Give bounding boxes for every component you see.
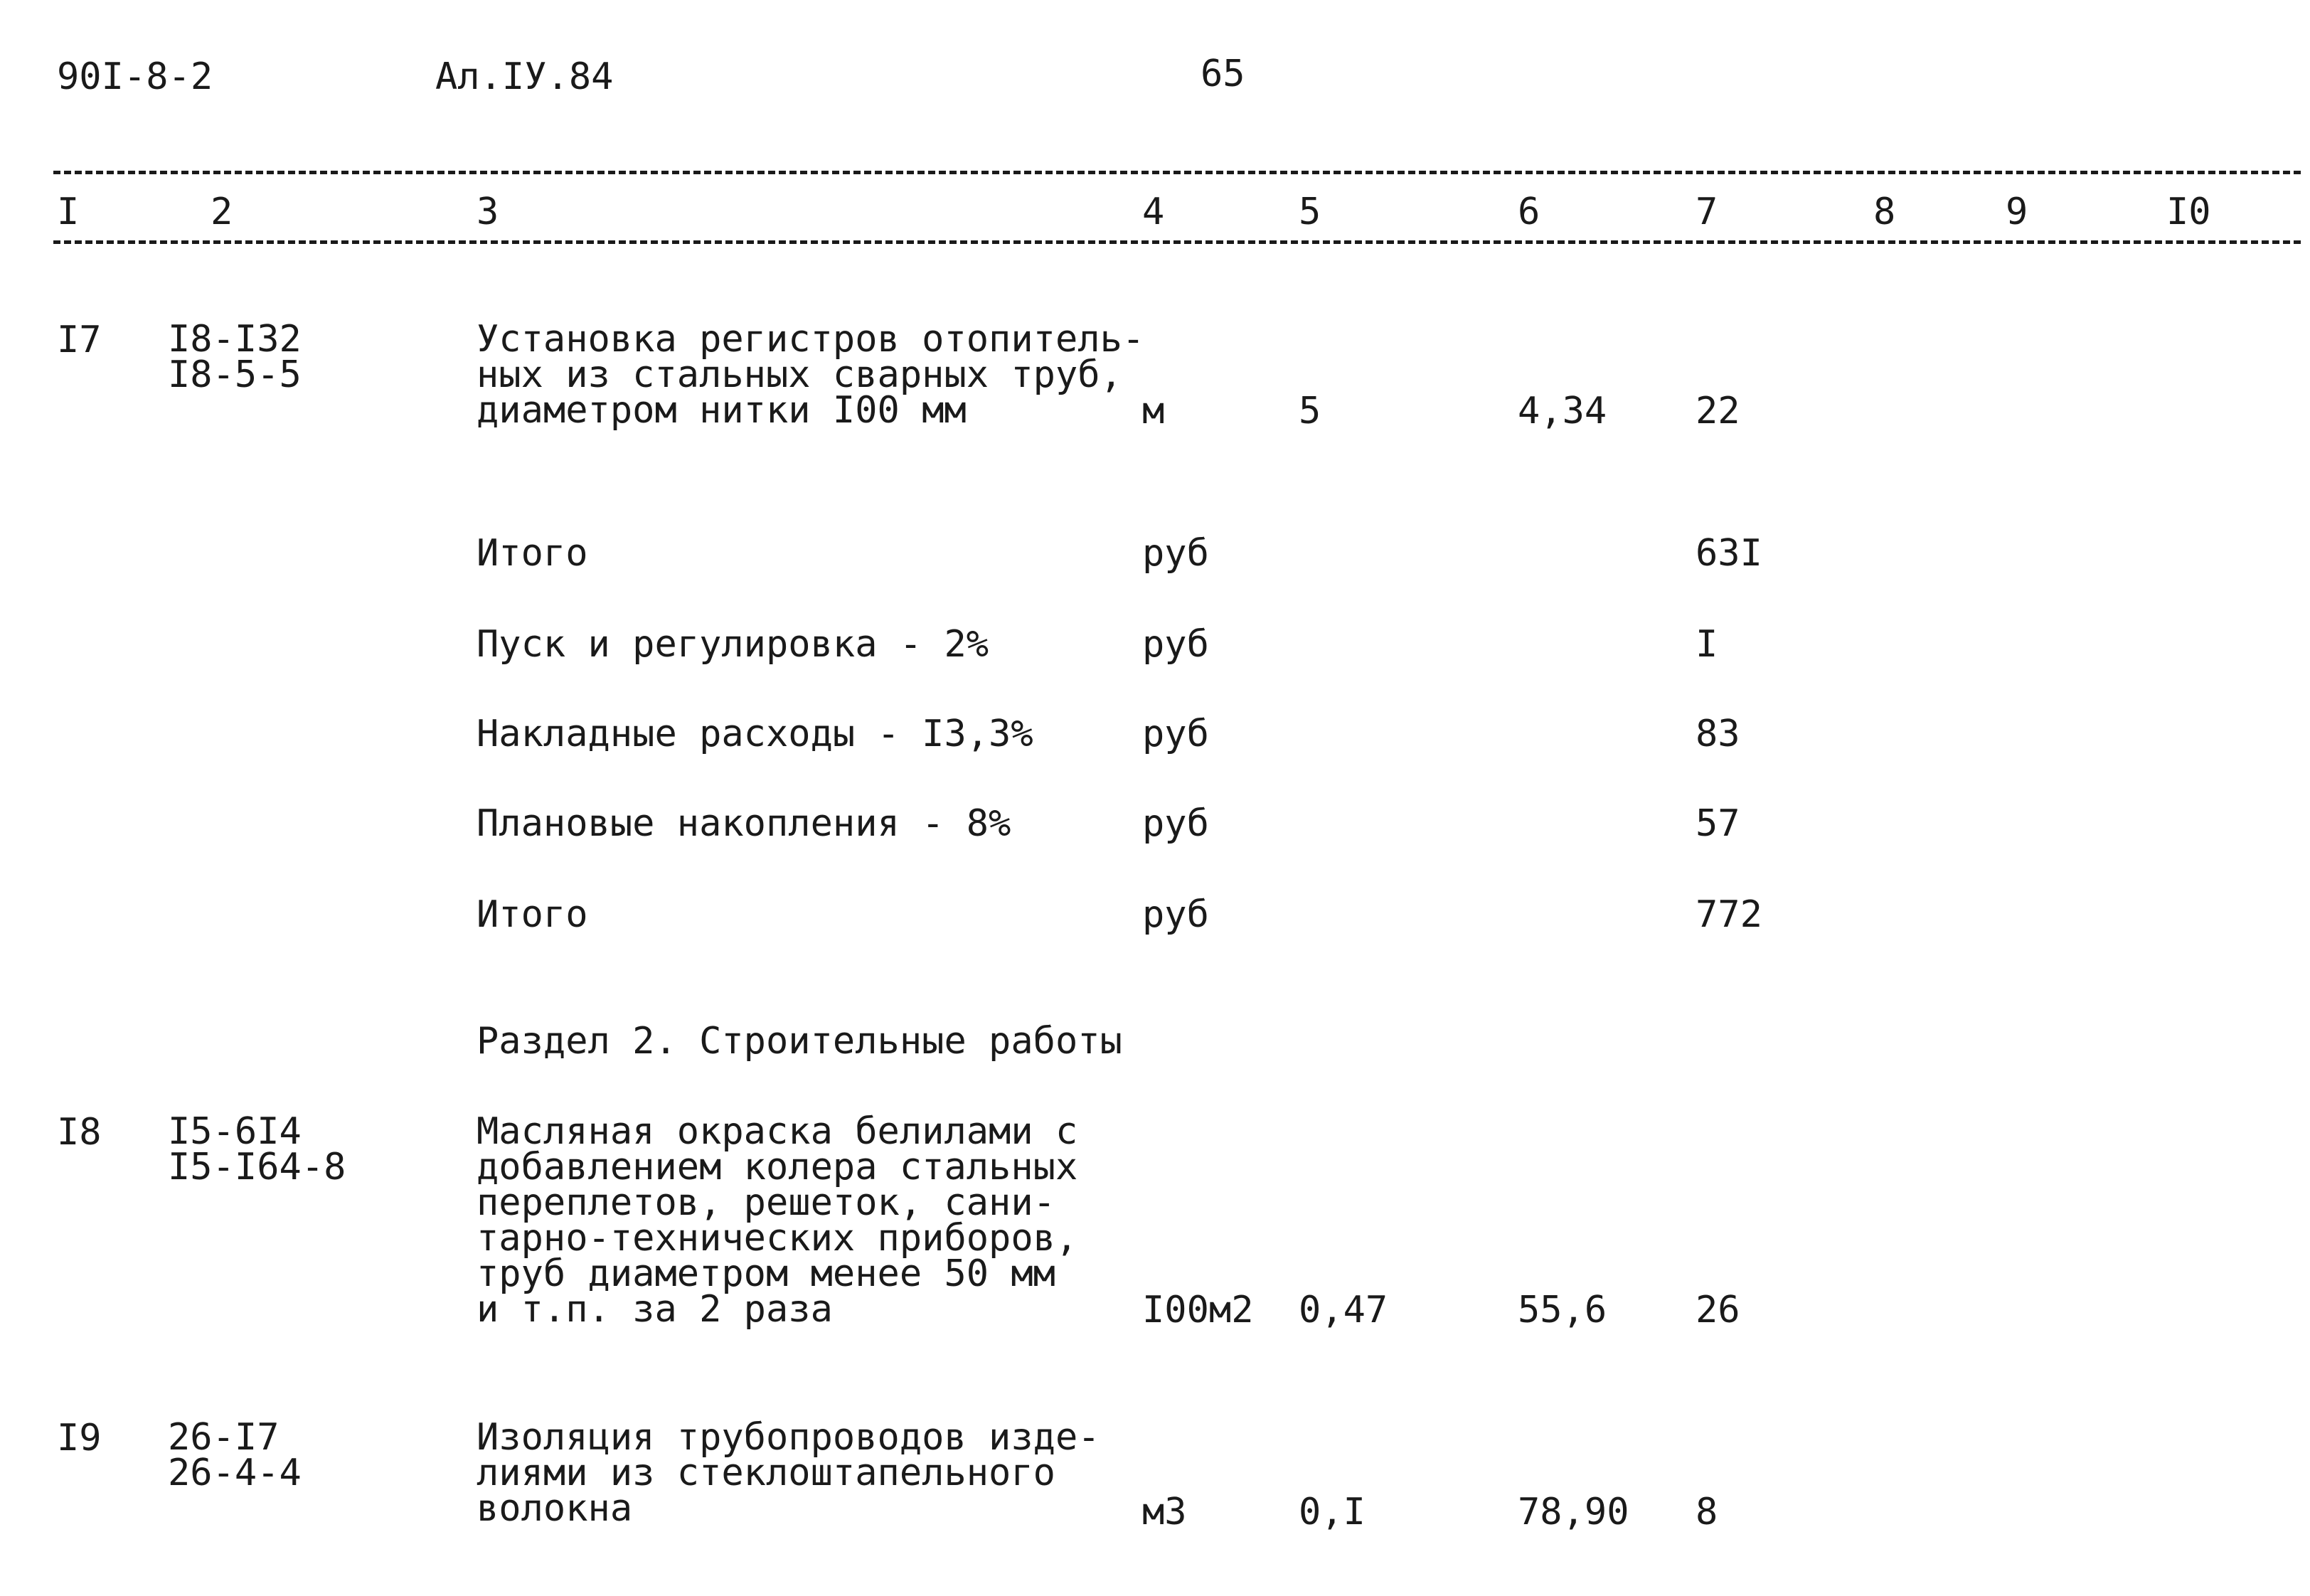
column-header-7: 7	[1696, 191, 1718, 233]
summary-label: Итого	[477, 893, 588, 936]
summary-label: Плановые накопления - 8%	[477, 802, 1011, 845]
row-number: I7	[57, 319, 102, 361]
work-description: Масляная окраска белилами с добавлением колера стальных переплетов, решеток, сани- тарно-технических приборов, труб диаметром менее 50 мм и т.п. за 2 раза	[477, 1110, 1078, 1331]
rate-code: 26-I7 26-4-4	[168, 1416, 302, 1494]
document-code: 90I-8-2	[57, 55, 213, 98]
column-header-3: 3	[477, 191, 499, 233]
row-number: I9	[57, 1417, 102, 1459]
table-header-bottom-border	[53, 240, 2301, 244]
total-cost: 22	[1696, 390, 1740, 432]
total-cost: 8	[1696, 1491, 1718, 1533]
summary-unit: руб	[1142, 893, 1209, 936]
page-number: 65	[1201, 53, 1245, 95]
summary-value: 57	[1696, 802, 1740, 845]
section-heading: Раздел 2. Строительные работы	[477, 1020, 1122, 1063]
summary-value: 63I	[1696, 532, 1762, 575]
summary-unit: руб	[1142, 532, 1209, 575]
total-cost: 26	[1696, 1289, 1740, 1331]
unit-of-measure: м3	[1142, 1491, 1187, 1533]
table-header-top-border	[53, 171, 2301, 174]
rate-code: I8-I32 I8-5-5	[168, 318, 302, 396]
summary-value: 772	[1696, 893, 1762, 936]
column-header-6: 6	[1518, 191, 1540, 233]
column-header-4: 4	[1142, 191, 1165, 233]
column-header-9: 9	[2006, 191, 2028, 233]
column-header-5: 5	[1299, 191, 1321, 233]
unit-price: 78,90	[1518, 1491, 1629, 1533]
unit-price: 4,34	[1518, 390, 1607, 432]
quantity: 0,47	[1299, 1289, 1388, 1331]
summary-label: Пуск и регулировка - 2%	[477, 623, 989, 666]
unit-of-measure: м	[1142, 390, 1165, 432]
summary-unit: руб	[1142, 713, 1209, 755]
quantity: 5	[1299, 390, 1321, 432]
unit-of-measure: I00м2	[1142, 1289, 1254, 1331]
work-description: Установка регистров отопитель- ных из стальных сварных труб, диаметром нитки I00 мм	[477, 318, 1145, 432]
column-header-10: I0	[2166, 191, 2211, 233]
work-description: Изоляция трубопроводов изде- лиями из стеклоштапельного волокна	[477, 1416, 1100, 1530]
album-number: Ал.IУ.84	[435, 55, 614, 98]
unit-price: 55,6	[1518, 1289, 1607, 1331]
summary-unit: руб	[1142, 623, 1209, 666]
column-header-8: 8	[1873, 191, 1896, 233]
column-header-1: I	[57, 191, 80, 233]
quantity: 0,I	[1299, 1491, 1366, 1533]
summary-value: I	[1696, 623, 1718, 666]
summary-label: Накладные расходы - I3,3%	[477, 713, 1033, 755]
summary-value: 83	[1696, 713, 1740, 755]
column-header-2: 2	[211, 191, 233, 233]
summary-label: Итого	[477, 532, 588, 575]
summary-unit: руб	[1142, 802, 1209, 845]
row-number: I8	[57, 1111, 102, 1154]
rate-code: I5-6I4 I5-I64-8	[168, 1110, 346, 1188]
